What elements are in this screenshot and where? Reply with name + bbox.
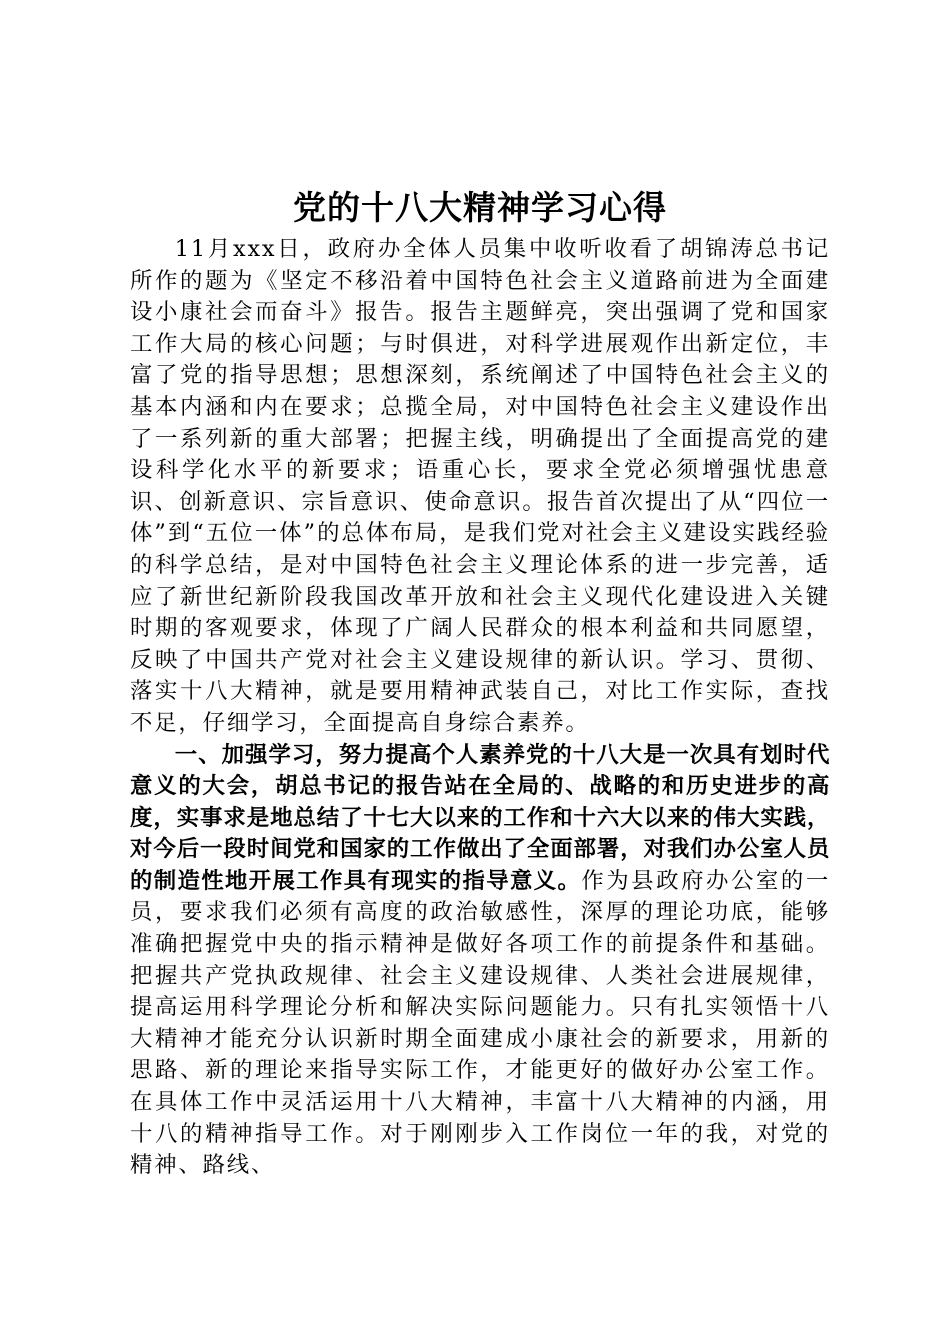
paragraph-intro: 11月xxx日，政府办全体人员集中收听收看了胡锦涛总书记所作的题为《坚定不移沿着中国特色社会主义道路前进为全面建设小康社会而奋斗》报告。报告主题鲜亮，突出强调了党和国家工作大局的核心问题；与时俱进，对科学进展观作出新定位，丰富了党的指导思想；思想深刻，系统阐述了中国特色社会主义的基本内涵和内在要求；总揽全局，对中国特色社会主义建设作出了一系列新的重大部署；把握主线，明确提出了全面提高党的建设科学化水平的新要求；语重心长，要求全党必须增强忧患意识、创新意识、宗旨意识、使命意识。报告首次提出了从“四位一体”到“五位一体”的总体布局，是我们党对社会主义建设实践经验的科学总结，是对中国特色社会主义理论体系的进一步完善，适应了新世纪新阶段我国改革开放和社会主义现代化建设进入关键时期的客观要求，体现了广阔人民群众的根本利益和共同愿望，反映了中国共产党对社会主义建设规律的新认识。学习、贯彻、落实十八大精神，就是要用精神武装自己，对比工作实际，查找不足，仔细学习，全面提高自身综合素养。 bbox=[130, 236, 830, 736]
section-one-body: 作为县政府办公室的一员，要求我们必须有高度的政治敏感性，深厚的理论功底，能够准确把握党中央的指示精神是做好各项工作的前提条件和基础。把握共产党执政规律、社会主义建设规律、人类社会进展规律，提高运用科学理论分析和解决实际问题能力。只有扎实领悟十八大精神才能充分认识新时期全面建成小康社会的新要求，用新的思路、新的理论来指导实际工作，才能更好的做好办公室工作。在具体工作中灵活运用十八大精神，丰富十八大精神的内涵，用十八的精神指导工作。对于刚刚步入工作岗位一年的我，对党的精神、路线、 bbox=[130, 867, 831, 1179]
document-title: 党的十八大精神学习心得 bbox=[293, 188, 667, 227]
paragraph-section-one bbox=[130, 740, 830, 1182]
document-page bbox=[130, 182, 830, 1182]
section-one-heading: 一、加强学习，努力提高个人素养党的十八大是一次具有划时代意义的大会，胡总书记的报告站在全局的、战略的和历史进步的高度，实事求是地总结了十七大以来的工作和十六大以来的伟大实践，对今后一段时间党和国家的工作做出了全面部署，对我们办公室人员的制造性地开展工作具有现实的指导意义。 bbox=[130, 741, 830, 894]
